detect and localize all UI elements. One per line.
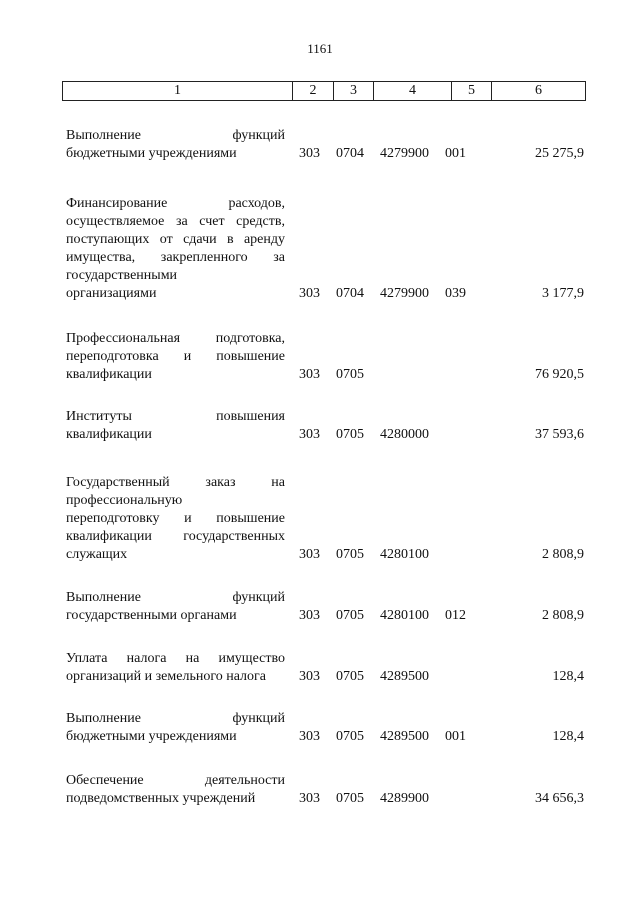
row-name-line: Уплата налога на имущество	[66, 651, 285, 666]
row-name-line: служащих	[66, 547, 128, 562]
cell-c4: 4289500	[380, 669, 429, 684]
cell-c3: 0705	[336, 547, 364, 562]
cell-c2: 303	[299, 791, 320, 806]
row-name-line: государственными органами	[66, 608, 237, 623]
cell-c3: 0705	[336, 729, 364, 744]
row-name-line: квалификации	[66, 427, 152, 442]
row-name-line: Выполнение функций	[66, 590, 285, 605]
cell-c3: 0704	[336, 146, 364, 161]
cell-c5: 039	[445, 286, 466, 301]
page-number: 1161	[307, 41, 333, 56]
row-name-line: осуществляемое за счет средств,	[66, 214, 285, 229]
header-col-3: 3	[334, 82, 374, 100]
row-name-line: переподготовка и повышение	[66, 349, 285, 364]
row-name-line: Выполнение функций	[66, 128, 285, 143]
cell-c2: 303	[299, 729, 320, 744]
cell-c6: 128,4	[552, 669, 584, 684]
header-col-4: 4	[374, 82, 452, 100]
row-name-line: организаций и земельного налога	[66, 669, 266, 684]
cell-c2: 303	[299, 669, 320, 684]
row-name-line: Финансирование расходов,	[66, 196, 285, 211]
cell-c4: 4279900	[380, 146, 429, 161]
cell-c6: 2 808,9	[542, 547, 584, 562]
row-name-line: профессиональную	[66, 493, 183, 508]
cell-c3: 0705	[336, 669, 364, 684]
header-col-2: 2	[293, 82, 334, 100]
row-name-line: государственными	[66, 268, 178, 283]
cell-c6: 25 275,9	[535, 146, 584, 161]
cell-c6: 128,4	[552, 729, 584, 744]
header-col-5: 5	[452, 82, 492, 100]
cell-c3: 0705	[336, 367, 364, 382]
cell-c6: 37 593,6	[535, 427, 584, 442]
cell-c2: 303	[299, 547, 320, 562]
row-name-line: Институты повышения	[66, 409, 285, 424]
header-col-1: 1	[63, 82, 293, 100]
row-name-line: Профессиональная подготовка,	[66, 331, 285, 346]
row-name-line: организациями	[66, 286, 157, 301]
row-name-line: подведомственных учреждений	[66, 791, 256, 806]
row-name-line: квалификации государственных	[66, 529, 285, 544]
cell-c6: 2 808,9	[542, 608, 584, 623]
row-name-line: Обеспечение деятельности	[66, 773, 285, 788]
cell-c5: 001	[445, 146, 466, 161]
cell-c3: 0705	[336, 608, 364, 623]
cell-c2: 303	[299, 608, 320, 623]
row-name-line: квалификации	[66, 367, 152, 382]
cell-c6: 34 656,3	[535, 791, 584, 806]
cell-c3: 0705	[336, 791, 364, 806]
cell-c4: 4289900	[380, 791, 429, 806]
row-name-line: Государственный заказ на	[66, 475, 285, 490]
row-name-line: Выполнение функций	[66, 711, 285, 726]
row-name	[66, 772, 285, 808]
cell-c6: 3 177,9	[542, 286, 584, 301]
cell-c4: 4279900	[380, 286, 429, 301]
cell-c2: 303	[299, 367, 320, 382]
row-name-line: бюджетными учреждениями	[66, 729, 237, 744]
cell-c4: 4280000	[380, 427, 429, 442]
cell-c3: 0704	[336, 286, 364, 301]
cell-c3: 0705	[336, 427, 364, 442]
cell-c4: 4280100	[380, 547, 429, 562]
cell-c2: 303	[299, 286, 320, 301]
row-name-line: бюджетными учреждениями	[66, 146, 237, 161]
row-name-line: поступающих от сдачи в аренду	[66, 232, 285, 247]
cell-c2: 303	[299, 146, 320, 161]
cell-c5: 001	[445, 729, 466, 744]
cell-c4: 4280100	[380, 608, 429, 623]
row-name-line: имущества, закрепленного за	[66, 250, 285, 265]
row-name-line: переподготовку и повышение	[66, 511, 285, 526]
cell-c5: 012	[445, 608, 466, 623]
cell-c6: 76 920,5	[535, 367, 584, 382]
header-col-6: 6	[535, 83, 542, 98]
cell-c2: 303	[299, 427, 320, 442]
cell-c4: 4289500	[380, 729, 429, 744]
